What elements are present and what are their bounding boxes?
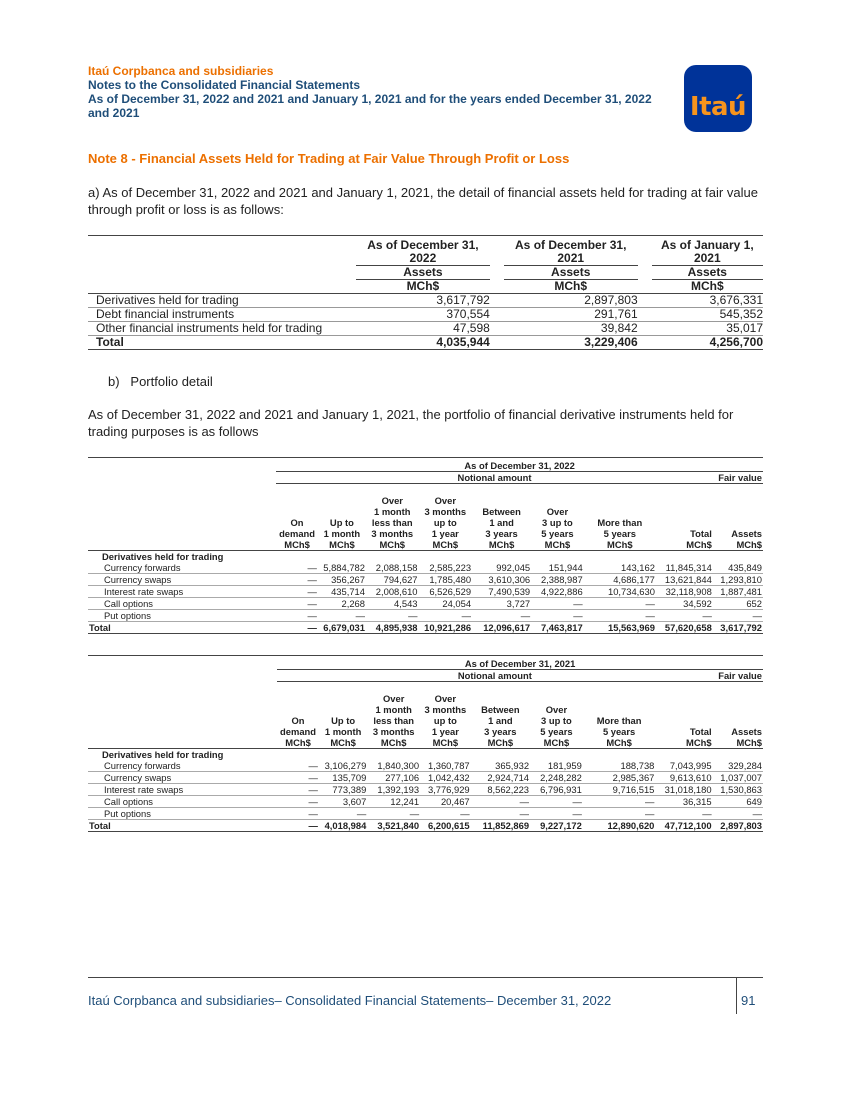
column-header: On demand (279, 517, 316, 539)
unit-label: MCh$ (419, 539, 473, 551)
col-unit: MCh$ (356, 280, 490, 294)
cell-value: — (713, 610, 763, 622)
cell-value: 36,315 (655, 796, 712, 808)
page-number: 91 (741, 993, 756, 1008)
cell-value: 7,490,539 (472, 586, 531, 598)
cell-value: — (277, 808, 319, 820)
row-label: Interest rate swaps (88, 586, 276, 598)
unit-label: MCh$ (471, 737, 530, 749)
unit-label: MCh$ (584, 539, 656, 551)
table-date-header: As of December 31, 2021 (277, 658, 763, 670)
cell-value: 7,463,817 (531, 622, 584, 634)
header-period-cont: and 2021 (88, 106, 140, 120)
cell-value: — (276, 562, 318, 574)
section-label: Derivatives held for trading (102, 749, 224, 760)
cell-value: — (472, 610, 531, 622)
column-header: Over 3 months up to 1 year (424, 693, 467, 737)
column-header: More than 5 years (596, 715, 642, 737)
col-header-year: 2022 (356, 252, 490, 266)
column-header: Total (689, 726, 712, 737)
cell-value: 12,241 (367, 796, 420, 808)
col-header: As of December 31, (367, 238, 479, 252)
cell-value: 4,895,938 (366, 622, 419, 634)
cell-value: 1,360,787 (420, 760, 471, 772)
section-label: Derivatives held for trading (102, 551, 224, 562)
cell-value: 6,200,615 (420, 820, 471, 832)
cell-value: 2,268 (318, 598, 366, 610)
company-name: Itaú Corpbanca and subsidiaries (88, 64, 274, 78)
cell-value: 329,284 (713, 760, 763, 772)
row-label: Total (88, 622, 276, 634)
fair-value-header: Fair value (713, 472, 763, 484)
table-row: Derivatives held for trading 3,617,792 2,897,803 3,676,331 (88, 294, 763, 308)
table-row: Other financial instruments held for trading 47,598 39,842 35,017 (88, 322, 763, 336)
cell-value: — (471, 796, 530, 808)
column-header: Over 3 up to 5 years (540, 704, 573, 737)
unit-label: MCh$ (366, 539, 419, 551)
column-header: Over 3 up to 5 years (541, 506, 574, 539)
col-header: As of January 1, (660, 238, 754, 252)
cell-value: 1,887,481 (713, 586, 763, 598)
table-row (88, 808, 763, 820)
paragraph-b: As of December 31, 2022 and 2021 and January 1, 2021, the portfolio of financial derivative instruments held for trading purposes is as follows (88, 407, 734, 439)
cell-value: 1,392,193 (367, 784, 420, 796)
cell-value: — (277, 796, 319, 808)
cell-value: 10,734,630 (584, 586, 656, 598)
cell-value: — (655, 808, 712, 820)
cell-value: 6,679,031 (318, 622, 366, 634)
row-label: Interest rate swaps (88, 784, 277, 796)
cell-value: — (419, 610, 473, 622)
column-header: Total (690, 528, 712, 539)
cell-value: 8,562,223 (471, 784, 530, 796)
cell-value: — (530, 808, 583, 820)
unit-label: MCh$ (530, 737, 583, 749)
cell-value: 356,267 (318, 574, 366, 586)
unit-label: MCh$ (318, 539, 366, 551)
cell-value: 12,096,617 (472, 622, 531, 634)
cell-value: 435,714 (318, 586, 366, 598)
row-label: Currency swaps (88, 772, 277, 784)
cell-value: 652 (713, 598, 763, 610)
cell-value: 2,388,987 (531, 574, 584, 586)
cell-value: 3,521,840 (367, 820, 420, 832)
cell-value: 4,543 (366, 598, 419, 610)
cell-value: 2,897,803 (713, 820, 763, 832)
unit-label: MCh$ (367, 737, 420, 749)
table-row: Debt financial instruments 370,554 291,761 545,352 (88, 308, 763, 322)
row-label: Call options (88, 598, 276, 610)
cell-value: 2,008,610 (366, 586, 419, 598)
cell-value: 11,845,314 (656, 562, 713, 574)
cell-value: 1,530,863 (713, 784, 763, 796)
total-row (88, 622, 763, 634)
col-unit: MCh$ (504, 280, 638, 294)
cell-value: — (276, 586, 318, 598)
cell-value: 10,921,286 (419, 622, 473, 634)
derivatives-table-2022 (88, 457, 763, 634)
column-header: Between 1 and 3 years (482, 506, 521, 539)
document-header (88, 64, 688, 120)
footer-vertical-divider (736, 978, 737, 1014)
cell-value: 188,738 (583, 760, 656, 772)
row-label: Total (88, 820, 277, 832)
cell-value: 992,045 (472, 562, 531, 574)
cell-value: 3,610,306 (472, 574, 531, 586)
paragraph-a: a) As of December 31, 2022 and 2021 and January 1, 2021, the detail of financial assets held for trading at fair value through profit or loss is as follows: (88, 185, 758, 217)
cell-value: 24,054 (419, 598, 473, 610)
cell-value: 13,621,844 (656, 574, 713, 586)
cell-value: 181,959 (530, 760, 583, 772)
unit-label: MCh$ (319, 737, 367, 749)
table-row (88, 772, 763, 784)
cell-value: 3,106,279 (319, 760, 367, 772)
cell-value: — (276, 622, 318, 634)
col-header-year: 2021 (652, 252, 763, 266)
cell-value: — (276, 610, 318, 622)
column-header: Between 1 and 3 years (481, 704, 520, 737)
unit-label: MCh$ (655, 737, 712, 749)
notional-header: Notional amount (276, 472, 713, 484)
cell-value: 3,727 (472, 598, 531, 610)
cell-value: — (530, 796, 583, 808)
cell-value: 9,227,172 (530, 820, 583, 832)
row-label: Currency forwards (88, 760, 277, 772)
cell-value: 3,617,792 (713, 622, 763, 634)
unit-row (88, 539, 763, 551)
cell-value: 1,840,300 (367, 760, 420, 772)
table-date-header: As of December 31, 2022 (276, 460, 763, 472)
row-label: Put options (88, 808, 277, 820)
cell-value: — (584, 610, 656, 622)
cell-value: 277,106 (367, 772, 420, 784)
cell-value: — (584, 598, 656, 610)
cell-value: — (276, 574, 318, 586)
row-label: Put options (88, 610, 276, 622)
cell-value: 3,607 (319, 796, 367, 808)
table-row (88, 598, 763, 610)
unit-label: MCh$ (713, 737, 763, 749)
cell-value: — (420, 808, 471, 820)
table-row (88, 610, 763, 622)
cell-value: 57,620,658 (656, 622, 713, 634)
fair-value-header: Fair value (713, 670, 763, 682)
column-header: Over 3 months up to 1 year (424, 495, 467, 539)
section-b-heading: b) Portfolio detail (108, 374, 213, 389)
unit-label: MCh$ (276, 539, 318, 551)
cell-value: — (656, 610, 713, 622)
row-label: Currency swaps (88, 574, 276, 586)
logo-text: Itaú (689, 92, 747, 122)
cell-value: 1,037,007 (713, 772, 763, 784)
cell-value: 365,932 (471, 760, 530, 772)
row-label: Currency forwards (88, 562, 276, 574)
cell-value: 2,924,714 (471, 772, 530, 784)
column-header: More than 5 years (597, 517, 643, 539)
table-row (88, 574, 763, 586)
column-header: Over 1 month less than 3 months (372, 693, 415, 737)
cell-value: 1,293,810 (713, 574, 763, 586)
unit-label: MCh$ (420, 737, 471, 749)
cell-value: — (366, 610, 419, 622)
total-row: Total 4,035,944 3,229,406 4,256,700 (88, 336, 763, 350)
cell-value: 2,985,367 (583, 772, 656, 784)
column-header: Over 1 month less than 3 months (371, 495, 414, 539)
cell-value: 6,526,529 (419, 586, 473, 598)
unit-label: MCh$ (472, 539, 531, 551)
cell-value: 1,042,432 (420, 772, 471, 784)
table-row (88, 796, 763, 808)
itau-logo (684, 65, 752, 132)
cell-value: 794,627 (366, 574, 419, 586)
cell-value: 4,686,177 (584, 574, 656, 586)
cell-value: 15,563,969 (584, 622, 656, 634)
cell-value: — (531, 598, 584, 610)
cell-value: — (277, 772, 319, 784)
cell-value: 31,018,180 (655, 784, 712, 796)
cell-value: 2,585,223 (419, 562, 473, 574)
cell-value: — (319, 808, 367, 820)
cell-value: 773,389 (319, 784, 367, 796)
unit-label: MCh$ (656, 539, 713, 551)
col-header: As of December 31, (515, 238, 627, 252)
cell-value: 2,088,158 (366, 562, 419, 574)
cell-value: 435,849 (713, 562, 763, 574)
cell-value: 135,709 (319, 772, 367, 784)
cell-value: 47,712,100 (655, 820, 712, 832)
cell-value: — (277, 820, 319, 832)
cell-value: — (583, 808, 656, 820)
summary-table (88, 235, 763, 350)
table-row (88, 586, 763, 598)
cell-value: — (276, 598, 318, 610)
table-row (88, 562, 763, 574)
footer-text: Itaú Corpbanca and subsidiaries– Consolidated Financial Statements– December 31, 2022 (88, 993, 612, 1008)
cell-value: 12,890,620 (583, 820, 656, 832)
table-row (88, 760, 763, 772)
col-subheader: Assets (356, 266, 490, 280)
col-subheader: Assets (504, 266, 638, 280)
col-unit: MCh$ (652, 280, 763, 294)
column-headers (88, 484, 763, 540)
column-header: Up to 1 month (323, 517, 361, 539)
cell-value: — (367, 808, 420, 820)
note-title: Note 8 - Financial Assets Held for Trading at Fair Value Through Profit or Loss (88, 151, 570, 166)
cell-value: 151,944 (531, 562, 584, 574)
cell-value: 9,613,610 (655, 772, 712, 784)
unit-label: MCh$ (583, 737, 656, 749)
column-headers (88, 682, 763, 738)
header-period: As of December 31, 2022 and 2021 and January 1, 2021 and for the years ended December 31, 2022 (88, 92, 652, 106)
cell-value: 4,018,984 (319, 820, 367, 832)
col-subheader: Assets (652, 266, 763, 280)
cell-value: — (318, 610, 366, 622)
table-row (88, 784, 763, 796)
cell-value: — (583, 796, 656, 808)
cell-value: — (277, 760, 319, 772)
cell-value: — (471, 808, 530, 820)
unit-label: MCh$ (713, 539, 763, 551)
col-header-year: 2021 (504, 252, 638, 266)
column-header: On demand (280, 715, 316, 737)
cell-value: 6,796,931 (530, 784, 583, 796)
footer-divider (88, 977, 763, 978)
cell-value: 4,922,886 (531, 586, 584, 598)
cell-value: 7,043,995 (655, 760, 712, 772)
column-header: Assets (731, 528, 762, 539)
cell-value: 143,162 (584, 562, 656, 574)
cell-value: — (277, 784, 319, 796)
total-row (88, 820, 763, 832)
cell-value: 1,785,480 (419, 574, 473, 586)
cell-value: — (531, 610, 584, 622)
unit-label: MCh$ (531, 539, 584, 551)
column-header: Up to 1 month (324, 715, 362, 737)
column-header: Assets (731, 726, 762, 737)
header-subtitle: Notes to the Consolidated Financial Statements (88, 78, 361, 92)
notional-header: Notional amount (277, 670, 712, 682)
cell-value: 20,467 (420, 796, 471, 808)
cell-value: — (713, 808, 763, 820)
cell-value: 9,716,515 (583, 784, 656, 796)
cell-value: 34,592 (656, 598, 713, 610)
unit-label: MCh$ (277, 737, 319, 749)
cell-value: 32,118,908 (656, 586, 713, 598)
cell-value: 2,248,282 (530, 772, 583, 784)
cell-value: 3,776,929 (420, 784, 471, 796)
row-label: Call options (88, 796, 277, 808)
cell-value: 649 (713, 796, 763, 808)
cell-value: 5,884,782 (318, 562, 366, 574)
derivatives-table-2021 (88, 655, 763, 832)
unit-row (88, 737, 763, 749)
cell-value: 11,852,869 (471, 820, 530, 832)
